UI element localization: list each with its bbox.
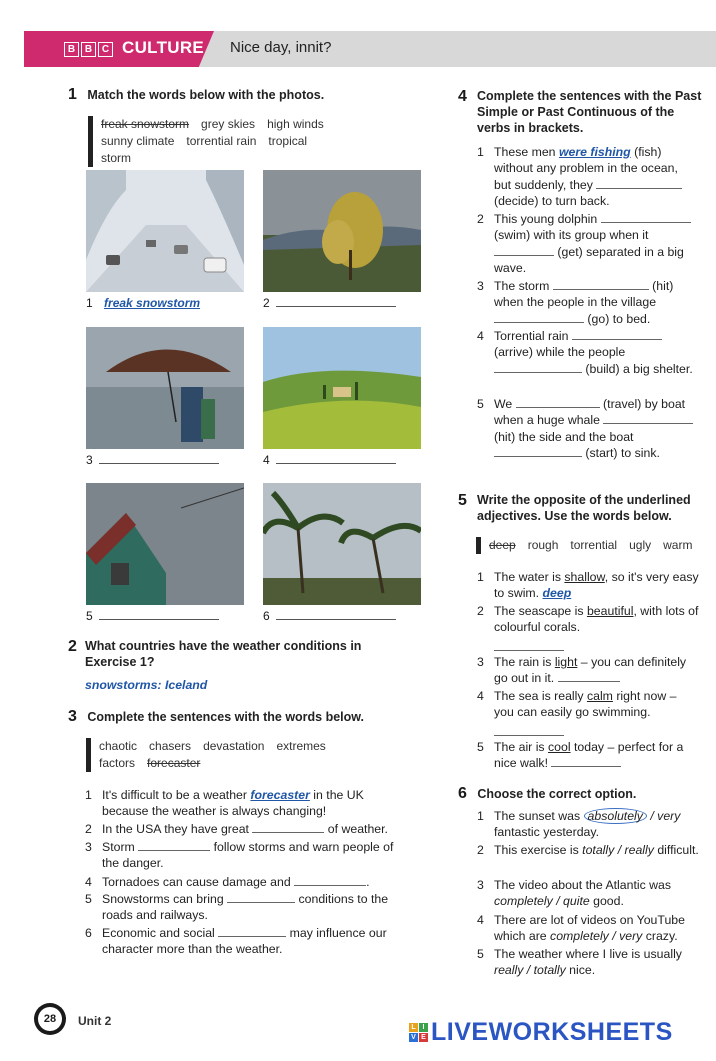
exercise-3-item [85, 891, 410, 924]
exercise-4-item [477, 328, 695, 377]
answer-blank[interactable] [138, 839, 210, 851]
unit-label: Unit 2 [78, 1014, 112, 1028]
item-text: (go) to bed. [584, 311, 651, 326]
item-text: . [366, 875, 370, 889]
exercise-3-item [85, 787, 410, 820]
photo-rain-umbrella [86, 327, 244, 449]
underlined-adjective: light [554, 655, 578, 669]
item-text: Tornadoes can cause damage and [102, 875, 295, 889]
option[interactable]: completely [494, 894, 553, 909]
logo-letter: B [64, 42, 79, 57]
word-item: freak snowstorm [101, 117, 190, 131]
answer-blank[interactable] [558, 670, 620, 682]
item-number: 3 [477, 279, 484, 293]
item-text: In the USA they have great [102, 822, 253, 836]
caption-answer: freak snowstorm [104, 296, 201, 310]
option[interactable]: totally [582, 843, 615, 857]
item-text: (arrive) while the people [494, 345, 626, 360]
item-number: 5 [477, 740, 484, 754]
item-text: This young dolphin [494, 212, 601, 226]
option-separator: / [614, 843, 625, 857]
word-item: warm [663, 538, 693, 552]
logo-letter: B [81, 42, 96, 57]
item-text: difficult. [653, 843, 699, 857]
word-box [476, 537, 716, 554]
exercise-4-heading [458, 88, 703, 136]
photo-wind-tree [263, 170, 421, 292]
answer-blank[interactable] [494, 361, 582, 373]
item-text: (build) a big shelter. [582, 361, 693, 376]
item-number: 3 [477, 655, 484, 669]
item-text: nice. [565, 963, 596, 978]
item-text: The sunset was [494, 809, 584, 823]
caption-answer-field[interactable] [276, 619, 396, 620]
item-answer: deep [542, 586, 572, 601]
word-item: torrential [570, 538, 618, 552]
underlined-adjective: cool [548, 740, 571, 754]
caption-answer-field[interactable] [276, 306, 396, 307]
photo-sunny-countryside [263, 327, 421, 449]
word-item: high winds [267, 117, 324, 131]
answer-blank[interactable] [551, 755, 621, 767]
photo-caption-2 [263, 296, 396, 310]
word-item: torrential rain [186, 134, 257, 148]
exercise-number: 5 [458, 492, 467, 509]
item-text: (travel) by boat when a huge whale [494, 397, 686, 428]
item-text: right now – you can easily go swimming. [494, 689, 677, 720]
exercise-3-item [85, 839, 410, 872]
exercise-4-item [477, 396, 695, 462]
item-text: There are lot of videos on YouTube which are [494, 913, 685, 944]
icon-letter: L [409, 1023, 418, 1032]
word-box [88, 116, 351, 167]
exercise-4-item [477, 278, 695, 327]
option-separator: / [523, 963, 534, 978]
page-number: 28 [38, 1007, 62, 1031]
photo-caption-6 [263, 609, 396, 623]
answer-blank[interactable] [572, 328, 662, 340]
item-number: 3 [477, 878, 484, 892]
exercise-number: 3 [68, 708, 77, 725]
exercise-title: Complete the sentences with the words below. [87, 710, 365, 724]
answer-blank[interactable] [494, 244, 554, 256]
item-text: These men [494, 145, 559, 159]
item-number: 1 [477, 809, 484, 823]
caption-answer-field[interactable] [99, 463, 219, 464]
logo-letter: C [98, 42, 113, 57]
item-number: 2 [477, 843, 484, 857]
answer-blank[interactable] [494, 639, 564, 651]
item-text: The weather where I live is usually [494, 947, 682, 961]
word-item: chasers [149, 739, 192, 753]
item-text: The rain is [494, 655, 555, 669]
item-text: may influence our character more than the weather. [102, 926, 387, 957]
item-number: 4 [477, 689, 484, 703]
exercise-title: Write the opposite of the underlined adjectives. Use the words below. [477, 493, 691, 523]
photo-number: 6 [263, 609, 270, 623]
answer-blank[interactable] [603, 412, 693, 424]
icon-letter: I [419, 1023, 428, 1032]
word-item: deep [489, 538, 516, 552]
photo-caption-1 [86, 296, 200, 310]
item-number: 5 [85, 892, 92, 906]
item-text: The video about the Atlantic was [494, 878, 672, 892]
exercise-1-heading [68, 86, 324, 104]
exercise-number: 4 [458, 88, 467, 105]
item-text: good. [589, 894, 624, 909]
option-separator: / [608, 929, 620, 944]
item-text: The storm [494, 279, 553, 293]
photo-number: 1 [86, 296, 93, 310]
item-text: fantastic yesterday. [494, 825, 600, 840]
exercise-title: What countries have the weather conditions in Exercise 1? [85, 639, 362, 669]
item-text: (decide) to turn back. [494, 194, 610, 209]
item-text: (fish) without any problem in the ocean, but suddenly, they [494, 145, 678, 192]
word-item: extremes [276, 739, 326, 753]
item-number: 6 [85, 926, 92, 940]
exercise-6-item [477, 808, 702, 841]
item-answer: were fishing [558, 145, 631, 159]
exercise-title: Complete the sentences with the Past Simple or Past Continuous of the verbs in brackets. [477, 89, 702, 135]
option-selected[interactable]: absolutely [584, 808, 647, 824]
answer-blank[interactable] [601, 211, 691, 223]
exercise-3-heading [68, 708, 364, 726]
photo-number: 5 [86, 609, 93, 623]
option[interactable]: very [619, 929, 643, 944]
item-number: 4 [477, 913, 484, 927]
item-text: crazy. [642, 929, 678, 944]
item-text: conditions to the roads and railways. [102, 892, 389, 923]
section-label: CULTURE [122, 38, 205, 57]
liveworksheets-icon [409, 1023, 428, 1042]
answer-blank[interactable] [553, 278, 649, 290]
icon-letter: V [409, 1033, 418, 1042]
item-text: The water is [494, 570, 565, 584]
answer-blank[interactable] [218, 925, 286, 937]
exercise-6-item [477, 877, 702, 910]
word-item: forecaster [147, 756, 201, 770]
answer-blank[interactable] [596, 177, 682, 189]
option[interactable]: very [657, 809, 681, 823]
exercise-6-item [477, 912, 702, 945]
exercise-6-item [477, 842, 702, 858]
exercise-5-item [477, 654, 699, 687]
exercise-number: 1 [68, 86, 77, 103]
exercise-number: 2 [68, 638, 77, 655]
underlined-adjective: shallow [564, 570, 605, 584]
option[interactable]: totally [533, 963, 566, 978]
item-text: – you can definitely go out in it. [494, 655, 687, 686]
item-text: Storm [102, 840, 139, 854]
answer-blank[interactable] [494, 445, 582, 457]
exercise-3-item [85, 821, 410, 837]
tropical-storm-image [263, 483, 421, 605]
option[interactable]: completely [550, 929, 609, 944]
word-item: sunny climate [101, 134, 175, 148]
word-item: rough [527, 538, 559, 552]
answer-blank[interactable] [516, 396, 600, 408]
exercise-6-heading [458, 785, 636, 803]
item-answer: forecaster [250, 788, 310, 802]
item-text: today – perfect for a nice walk! [494, 740, 684, 771]
photo-tropical-storm [263, 483, 421, 605]
brand-text: LIVEWORKSHEETS [431, 1018, 673, 1046]
answer-blank[interactable] [494, 724, 564, 736]
snowstorm-image [86, 170, 244, 292]
exercise-3-item [85, 925, 410, 958]
item-number: 2 [477, 604, 484, 618]
sunny-countryside-image [263, 327, 421, 449]
photo-snowstorm [86, 170, 244, 292]
item-text: (get) separated in a big wave. [494, 244, 684, 276]
item-text: The sea is really [494, 689, 587, 703]
exercise-title: Match the words below with the photos. [87, 88, 325, 102]
option-separator: / [646, 809, 658, 823]
exercise-title: Choose the correct option. [477, 787, 637, 801]
exercise-5-item [477, 603, 699, 655]
item-number: 5 [477, 397, 484, 411]
item-number: 1 [477, 145, 484, 159]
exercise-4-item [477, 144, 695, 210]
item-text: Snowstorms can bring [102, 892, 228, 906]
item-text: (start) to sink. [582, 446, 660, 461]
photo-caption-3 [86, 453, 219, 467]
answer-blank[interactable] [227, 891, 295, 903]
grey-house-image [86, 483, 244, 605]
word-item: ugly [629, 538, 652, 552]
exercise-6-item [477, 946, 702, 979]
photo-caption-5 [86, 609, 219, 623]
photo-caption-4 [263, 453, 396, 467]
wind-tree-image [263, 170, 421, 292]
icon-letter: E [419, 1033, 428, 1042]
underlined-adjective: beautiful [586, 604, 634, 618]
photo-number: 2 [263, 296, 270, 310]
word-item: tropical storm [101, 134, 308, 165]
item-number: 5 [477, 947, 484, 961]
exercise-5-item [477, 739, 699, 772]
answer-blank[interactable] [252, 821, 324, 833]
item-text: , so it's very easy to swim. [494, 570, 699, 601]
item-text: Torrential rain [494, 329, 572, 343]
item-text: We [494, 397, 516, 411]
answer-blank[interactable] [494, 311, 584, 323]
exercise-4-item [477, 211, 695, 277]
word-item: grey skies [201, 117, 256, 131]
exercise-2-heading [68, 638, 368, 670]
rain-umbrella-image [86, 327, 244, 449]
underlined-adjective: calm [586, 689, 613, 703]
item-text: It's difficult to be a weather [102, 788, 251, 802]
photo-number: 4 [263, 453, 270, 467]
photo-grey-house [86, 483, 244, 605]
item-text: The air is [494, 740, 548, 754]
exercise-2-example: snowstorms: Iceland [85, 678, 208, 692]
exercise-5-item [477, 688, 699, 740]
item-text: This exercise is [494, 843, 583, 857]
option-separator: / [552, 894, 564, 909]
item-text: , with lots of colourful corals. [494, 604, 699, 635]
answer-blank[interactable] [294, 874, 366, 886]
exercise-3-item [85, 874, 410, 890]
exercise-number: 6 [458, 785, 467, 802]
item-number: 4 [85, 875, 92, 889]
option[interactable]: really [624, 843, 654, 857]
item-number: 1 [477, 570, 484, 584]
item-text: in the UK because the weather is always changing! [102, 788, 364, 819]
liveworksheets-logo [409, 1018, 673, 1047]
item-number: 3 [85, 840, 92, 854]
item-text: The seascape is [494, 604, 587, 618]
option[interactable]: really [494, 963, 524, 978]
photo-number: 3 [86, 453, 93, 467]
item-number: 4 [477, 329, 484, 343]
exercise-5-item [477, 569, 699, 602]
bbc-logo [64, 42, 113, 57]
item-text: Economic and social [102, 926, 219, 940]
item-number: 2 [477, 212, 484, 226]
caption-answer-field[interactable] [99, 619, 219, 620]
item-number: 2 [85, 822, 92, 836]
item-text: (swim) with its group when it [494, 228, 649, 243]
word-box [86, 738, 349, 772]
lesson-title: Nice day, innit? [230, 39, 332, 56]
word-item: chaotic [99, 739, 138, 753]
item-text: (hit) when the people in the village [494, 279, 674, 310]
word-item: devastation [203, 739, 265, 753]
word-item: factors [99, 756, 136, 770]
item-number: 1 [85, 788, 92, 802]
caption-answer-field[interactable] [276, 463, 396, 464]
item-text: follow storms and warn people of the danger. [102, 840, 394, 871]
item-text: (hit) the side and the boat [494, 429, 634, 444]
item-text: of weather. [324, 822, 388, 836]
option[interactable]: quite [563, 894, 590, 909]
exercise-5-heading [458, 492, 703, 524]
